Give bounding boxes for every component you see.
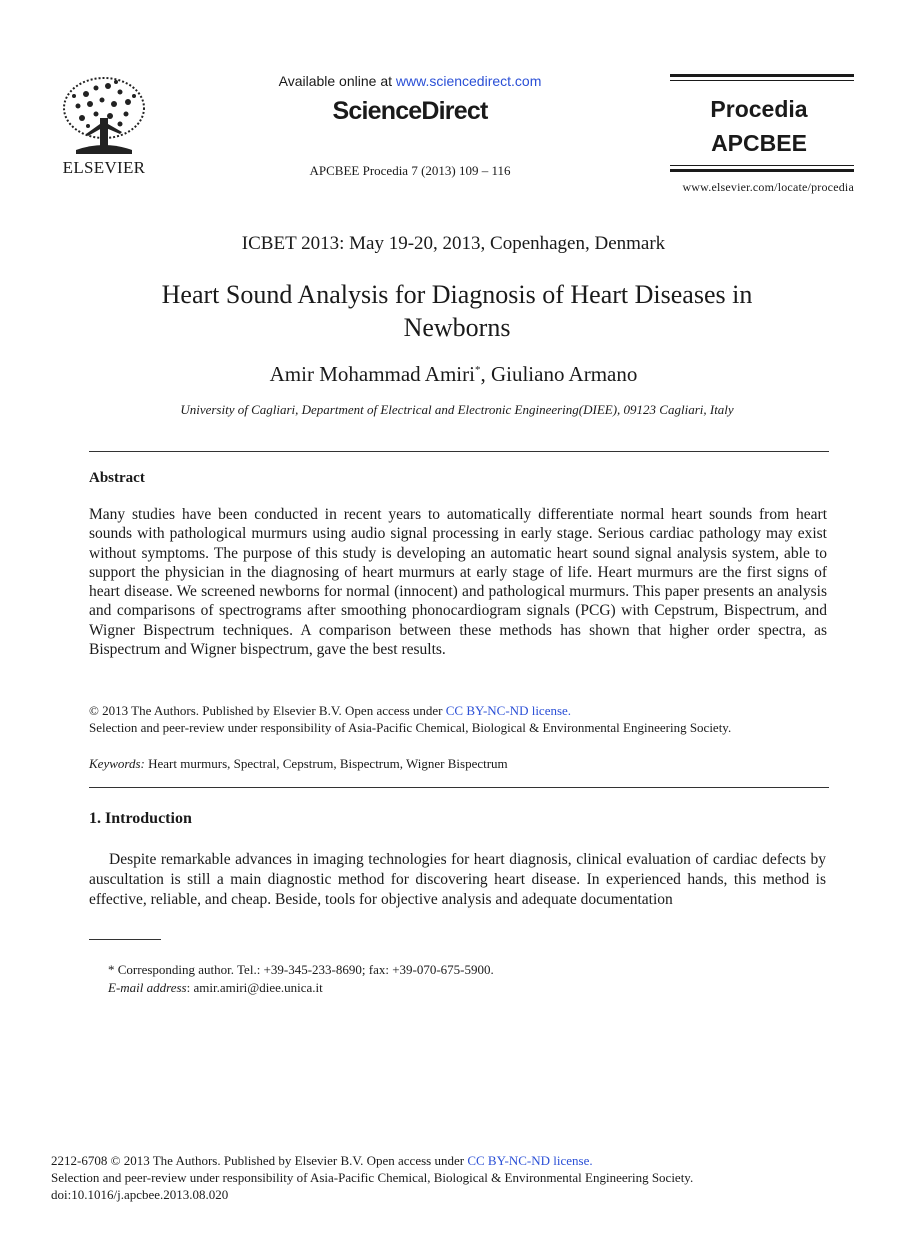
procedia-bottom-rule xyxy=(670,169,854,172)
keywords-values: Heart murmurs, Spectral, Cepstrum, Bispectrum, Wigner Bispectrum xyxy=(144,756,508,771)
procedia-line: Procedia xyxy=(710,96,808,122)
author-list xyxy=(0,362,907,387)
paper-title xyxy=(100,278,814,344)
peer-review-line: Selection and peer-review under responsibility of Asia-Pacific Chemical, Biological & Environmental Engineering Society. xyxy=(89,720,732,735)
title-line-1: Heart Sound Analysis for Diagnosis of Heart Diseases in xyxy=(161,280,753,309)
keywords-line xyxy=(89,756,829,772)
elsevier-wordmark: ELSEVIER xyxy=(62,158,146,177)
procedia-top-rule xyxy=(670,74,854,77)
footer-review-line: Selection and peer-review under responsibility of Asia-Pacific Chemical, Biological & Environmental Engineering Society. xyxy=(51,1170,694,1185)
procedia-url-link[interactable]: www.elsevier.com/locate/procedia xyxy=(682,180,854,194)
apcbee-line: APCBEE xyxy=(711,130,807,156)
keywords-label: Keywords: xyxy=(89,756,145,771)
conference-line: ICBET 2013: May 19-20, 2013, Copenhagen, Denmark xyxy=(241,233,666,254)
corresponding-mark: * xyxy=(474,364,481,376)
copyright-line xyxy=(89,703,829,719)
author-2: , Giuliano Armano xyxy=(480,362,638,386)
footnote-rule xyxy=(89,939,161,940)
email-footnote xyxy=(108,980,323,996)
abstract-heading: Abstract xyxy=(89,470,145,486)
corresponding-author-footnote: * Corresponding author. Tel.: +39-345-233-8690; fax: +39-070-675-5900. xyxy=(108,962,494,977)
section-heading-introduction: 1. Introduction xyxy=(89,810,192,827)
email-address[interactable]: amir.amiri@diee.unica.it xyxy=(193,980,323,995)
procedia-bottom-rule-thin xyxy=(670,165,854,166)
introduction-body: Despite remarkable advances in imaging technologies for heart diagnosis, clinical evaluation of cardiac defects by auscultation is still a main diagnostic method for discovering heart disease. In experienced hands, this method is effective, reliable, and cheap. Beside, tools for objective analysis and adequate documentation xyxy=(89,851,826,908)
affiliation: University of Cagliari, Department of Electrical and Electronic Engineering(DIEE), 09123 Cagliari, Italy xyxy=(180,402,734,417)
procedia-top-rule-thin xyxy=(670,80,854,81)
abstract-body: Many studies have been conducted in recent years to automatically differentiate normal heart sounds from heart sounds with pathological murmurs using audio signal processing in early stage. Serious cardiac pathology may exist without symptoms. The purpose of this study is developing an automatic heart sound signal analysis system, able to support the physician in the diagnosing of heart murmurs at early stage of life. Heart murmurs are the first signs of heart disease. We screened newborns for normal (innocent) and pathological murmurs. This paper presents an analysis and comparisons of spectrograms after smoothing phonocardiogram signals (PCG) with Cepstrum, Bispectrum, and Wigner Bispectrum techniques. A comparison between these methods has shown that higher order spectra, as Bispectrum and Wigner bispectrum, gave the best results. xyxy=(89,506,827,659)
journal-citation: APCBEE Procedia 7 (2013) 109 – 116 xyxy=(309,163,511,178)
email-label: E-mail address xyxy=(108,980,187,995)
title-line-2: Newborns xyxy=(403,313,511,342)
abstract-bottom-rule xyxy=(89,787,829,788)
author-1: Amir Mohammad Amiri xyxy=(269,362,475,386)
tree-icon xyxy=(56,74,152,158)
footer-license-link[interactable]: CC BY-NC-ND license. xyxy=(467,1153,593,1168)
available-online-line xyxy=(230,73,590,89)
sciencedirect-logo: ScienceDirect xyxy=(332,97,488,125)
email-separator: : xyxy=(186,980,194,995)
footer-issn-line xyxy=(51,1153,593,1169)
license-link[interactable]: CC BY-NC-ND license. xyxy=(445,703,572,718)
procedia-apcbee-title xyxy=(670,92,848,160)
abstract-top-rule xyxy=(89,451,829,452)
copyright-prefix: © 2013 The Authors. Published by Elsevier B.V. Open access under xyxy=(89,703,446,718)
footer-doi[interactable]: doi:10.1016/j.apcbee.2013.08.020 xyxy=(51,1187,229,1202)
footer-issn-prefix: 2212-6708 © 2013 The Authors. Published by Elsevier B.V. Open access under xyxy=(51,1153,468,1168)
sciencedirect-url-link[interactable]: www.sciencedirect.com xyxy=(395,73,542,89)
available-prefix: Available online at xyxy=(278,73,396,89)
